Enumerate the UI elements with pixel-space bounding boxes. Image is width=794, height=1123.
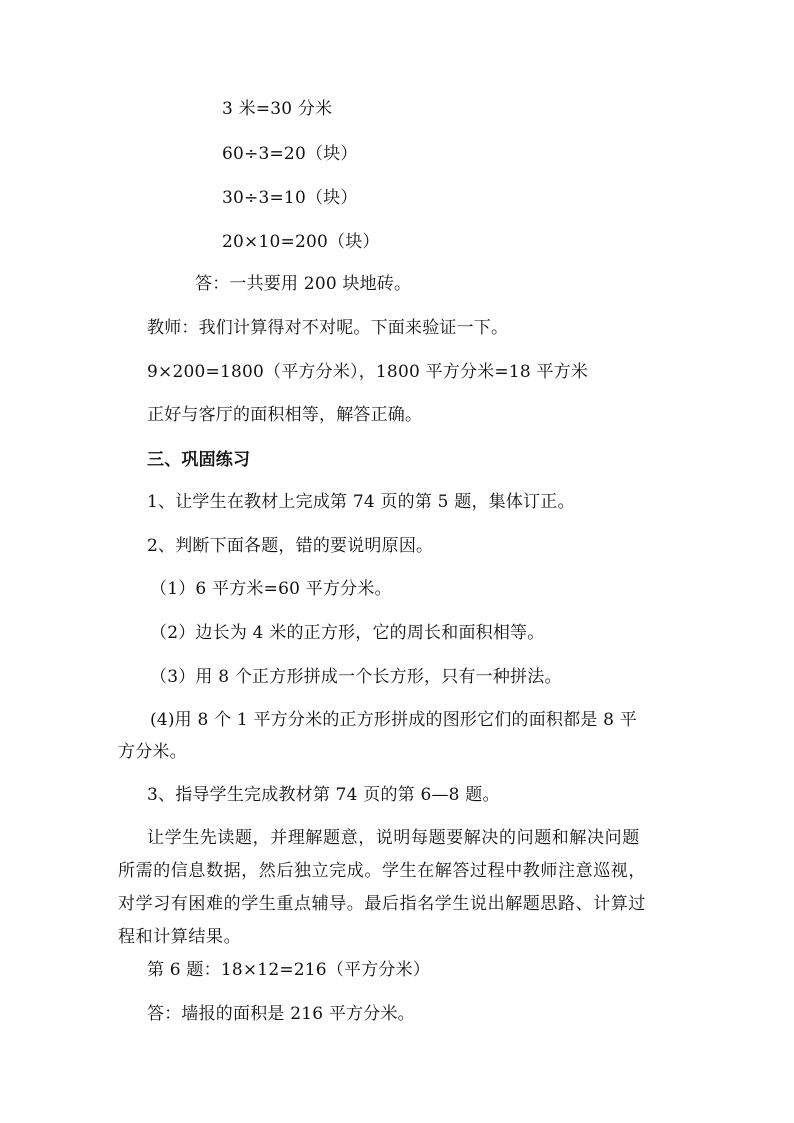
exercise-6-calculation: 第 6 题：18×12=216（平方分米） bbox=[147, 960, 431, 980]
calc-line-4: 20×10=200（块） bbox=[222, 232, 380, 252]
calc-line-3: 30÷3=10（块） bbox=[222, 188, 358, 208]
practice-item-2: 2、判断下面各题，错的要说明原因。 bbox=[147, 536, 434, 556]
judge-question-1: （1）6 平方米=60 平方分米。 bbox=[150, 579, 392, 599]
judge-question-4-line-1: (4)用 8 个 1 平方分米的正方形拼成的图形它们的面积都是 8 平 bbox=[150, 710, 637, 730]
section-heading-practice: 三、巩固练习 bbox=[147, 450, 251, 470]
verify-calculation: 9×200=1800（平方分米），1800 平方分米=18 平方米 bbox=[147, 362, 589, 382]
guidance-line-1: 让学生先读题，并理解题意，说明每题要解决的问题和解决问题 bbox=[147, 828, 640, 848]
calc-line-1: 3 米=30 分米 bbox=[222, 99, 333, 119]
calc-line-2: 60÷3=20（块） bbox=[222, 144, 358, 164]
exercise-6-answer: 答：墙报的面积是 216 平方分米。 bbox=[147, 1004, 415, 1024]
guidance-line-4: 程和计算结果。 bbox=[118, 927, 242, 947]
guidance-line-2: 所需的信息数据，然后独立完成。学生在解答过程中教师注意巡视， bbox=[118, 861, 646, 881]
teacher-verify-prompt: 教师：我们计算得对不对呢。下面来验证一下。 bbox=[147, 318, 509, 338]
judge-question-2: （2）边长为 4 米的正方形，它的周长和面积相等。 bbox=[150, 623, 545, 643]
answer-total-tiles: 答：一共要用 200 块地砖。 bbox=[195, 274, 412, 294]
guidance-paragraph bbox=[118, 822, 678, 954]
guidance-line-3: 对学习有困难的学生重点辅导。最后指名学生说出解题思路、计算过 bbox=[118, 894, 646, 914]
verify-conclusion: 正好与客厅的面积相等，解答正确。 bbox=[147, 405, 423, 425]
judge-question-3: （3）用 8 个正方形拼成一个长方形，只有一种拼法。 bbox=[150, 667, 562, 687]
judge-question-4-line-2: 方分米。 bbox=[118, 742, 187, 762]
practice-item-3: 3、指导学生完成教材第 74 页的第 6—8 题。 bbox=[147, 785, 500, 805]
practice-item-1: 1、让学生在教材上完成第 74 页的第 5 题，集体订正。 bbox=[147, 492, 575, 512]
